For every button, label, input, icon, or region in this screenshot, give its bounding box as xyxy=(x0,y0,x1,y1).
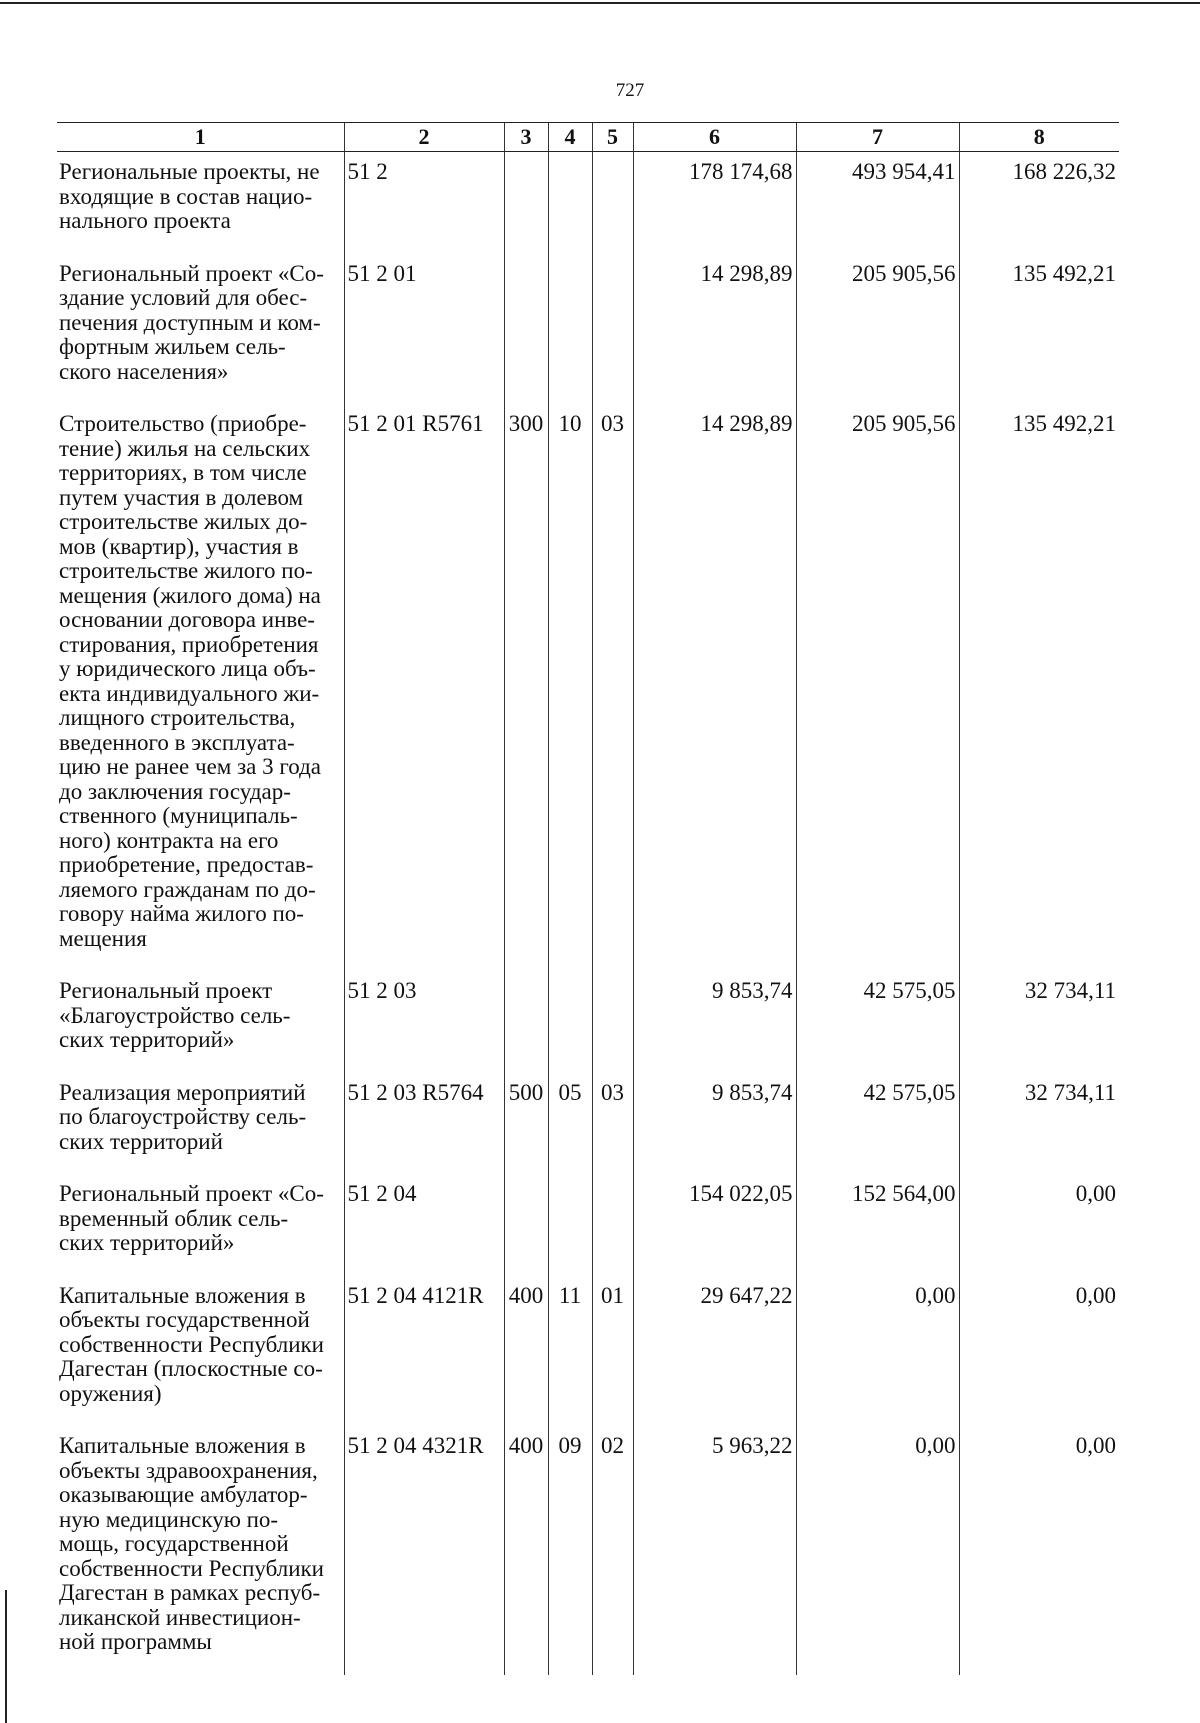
row-name-line: оружения) xyxy=(59,1380,162,1406)
row-name-line: ликанской инвестицион- xyxy=(59,1604,301,1630)
row-name-line: временный облик сель- xyxy=(59,1205,289,1231)
row-value-8: 0,00 xyxy=(959,1426,1119,1675)
row-name-line: Региональные проекты, не xyxy=(59,159,320,184)
row-value-6: 9 853,74 xyxy=(633,971,796,1073)
row-name-line: Капитальные вложения в xyxy=(59,1282,306,1308)
row-col3: 300 xyxy=(504,404,548,971)
row-col3 xyxy=(504,971,548,1073)
row-name xyxy=(57,254,344,405)
page-number: 727 xyxy=(615,80,645,101)
row-name-line: ского населения» xyxy=(59,358,229,384)
row-name-line: строительстве жилых до- xyxy=(59,509,308,534)
row-name-line: собственности Республики xyxy=(59,1331,324,1357)
row-value-6: 178 174,68 xyxy=(633,152,796,254)
column-header: 4 xyxy=(548,123,592,152)
row-name-line: Региональный проект «Со- xyxy=(59,1181,324,1206)
row-name-line: Капитальные вложения в xyxy=(59,1433,306,1458)
table-row xyxy=(57,1073,1119,1175)
table-row xyxy=(57,152,1119,254)
row-col4: 05 xyxy=(548,1073,592,1175)
row-code: 51 2 03 xyxy=(344,971,504,1073)
row-col5: 03 xyxy=(592,404,633,971)
row-name-line: ного) контракта на его xyxy=(59,827,279,853)
table-row xyxy=(57,1276,1119,1427)
row-value-6: 14 298,89 xyxy=(633,254,796,405)
row-name-line: по благоустройству сель- xyxy=(59,1104,307,1129)
row-value-6: 14 298,89 xyxy=(633,404,796,971)
row-col4: 10 xyxy=(548,404,592,971)
row-col4 xyxy=(548,1174,592,1276)
row-name-line: мощь, государственной xyxy=(59,1531,289,1556)
row-value-7: 205 905,56 xyxy=(796,254,959,405)
table-row xyxy=(57,254,1119,405)
row-name-line: введенного в эксплуата- xyxy=(59,729,295,755)
row-value-7: 42 575,05 xyxy=(796,1073,959,1175)
row-value-8: 135 492,21 xyxy=(959,254,1119,405)
top-rule xyxy=(0,2,1200,4)
row-col4 xyxy=(548,152,592,254)
row-value-7: 42 575,05 xyxy=(796,971,959,1073)
row-name-line: «Благоустройство сель- xyxy=(59,1002,291,1028)
budget-table xyxy=(57,122,1119,1675)
column-header: 5 xyxy=(592,123,633,152)
row-col4: 09 xyxy=(548,1426,592,1675)
row-name-line: ную медицинскую по- xyxy=(59,1506,279,1532)
row-col4: 11 xyxy=(548,1276,592,1427)
row-name-line: территориях, в том числе xyxy=(59,460,307,485)
row-code: 51 2 01 R5761 xyxy=(344,404,504,971)
row-name-line: ляемого гражданам по до- xyxy=(59,876,316,902)
row-col5 xyxy=(592,1174,633,1276)
row-name-line: Дагестан в рамках респуб- xyxy=(59,1580,321,1605)
row-col5 xyxy=(592,254,633,405)
row-name-line: основании договора инве- xyxy=(59,607,315,632)
row-name-line: лищного строительства, xyxy=(59,705,296,730)
row-value-6: 5 963,22 xyxy=(633,1426,796,1675)
row-name-line: ских территорий» xyxy=(59,1230,235,1255)
row-name-line: говору найма жилого по- xyxy=(59,901,304,926)
row-col4 xyxy=(548,254,592,405)
row-name-line: до заключения государ- xyxy=(59,778,291,804)
row-name-line: мещения (жилого дома) на xyxy=(59,582,321,608)
row-code: 51 2 03 R5764 xyxy=(344,1073,504,1175)
row-col5: 02 xyxy=(592,1426,633,1675)
row-name-line: приобретение, предостав- xyxy=(59,852,314,877)
row-code: 51 2 04 4121R xyxy=(344,1276,504,1427)
column-header: 7 xyxy=(796,123,959,152)
row-name-line: мещения xyxy=(59,925,147,951)
row-name-line: Реализация мероприятий xyxy=(59,1079,306,1105)
left-margin-rule xyxy=(5,1590,7,1723)
row-col5: 03 xyxy=(592,1073,633,1175)
column-header: 1 xyxy=(57,123,344,152)
column-header: 8 xyxy=(959,123,1119,152)
row-name-line: собственности Республики xyxy=(59,1555,324,1581)
row-name-line: Дагестан (плоскостные со- xyxy=(59,1356,323,1381)
row-code: 51 2 04 4321R xyxy=(344,1426,504,1675)
row-name xyxy=(57,1426,344,1675)
row-code: 51 2 xyxy=(344,152,504,254)
table-row xyxy=(57,1174,1119,1276)
row-col4 xyxy=(548,971,592,1073)
header-row xyxy=(57,123,1119,152)
row-name-line: екта индивидуального жи- xyxy=(59,680,320,706)
row-name-line: фортным жильем сель- xyxy=(59,334,286,359)
row-code: 51 2 04 xyxy=(344,1174,504,1276)
table-row xyxy=(57,1426,1119,1675)
row-name-line: ной программы xyxy=(59,1629,212,1654)
row-name xyxy=(57,1073,344,1175)
row-col5 xyxy=(592,971,633,1073)
row-value-7: 152 564,00 xyxy=(796,1174,959,1276)
row-col5 xyxy=(592,152,633,254)
row-name-line: мов (квартир), участия в xyxy=(59,533,299,559)
row-col5: 01 xyxy=(592,1276,633,1427)
row-col3 xyxy=(504,152,548,254)
row-value-6: 154 022,05 xyxy=(633,1174,796,1276)
row-name-line: тение) жилья на сельских xyxy=(59,435,311,461)
row-name xyxy=(57,404,344,971)
row-name-line: цию не ранее чем за 3 года xyxy=(59,754,321,779)
row-name xyxy=(57,1276,344,1427)
row-name-line: здание условий для обес- xyxy=(59,285,308,310)
row-name-line: Строительство (приобре- xyxy=(59,411,307,436)
table-row xyxy=(57,971,1119,1073)
row-value-7: 0,00 xyxy=(796,1426,959,1675)
row-value-8: 32 734,11 xyxy=(959,971,1119,1073)
row-value-6: 29 647,22 xyxy=(633,1276,796,1427)
row-col3 xyxy=(504,254,548,405)
row-value-7: 493 954,41 xyxy=(796,152,959,254)
row-value-8: 32 734,11 xyxy=(959,1073,1119,1175)
table-row xyxy=(57,404,1119,971)
row-code: 51 2 01 xyxy=(344,254,504,405)
row-name-line: объекты здравоохранения, xyxy=(59,1457,318,1483)
row-value-7: 0,00 xyxy=(796,1276,959,1427)
row-value-8: 135 492,21 xyxy=(959,404,1119,971)
row-name-line: строительстве жилого по- xyxy=(59,558,313,583)
row-name-line: Региональный проект «Со- xyxy=(59,260,324,286)
row-name-line: Региональный проект xyxy=(59,978,273,1003)
row-col3: 400 xyxy=(504,1276,548,1427)
row-value-7: 205 905,56 xyxy=(796,404,959,971)
row-name-line: входящие в состав нацио- xyxy=(59,183,313,209)
row-name xyxy=(57,971,344,1073)
row-col3: 500 xyxy=(504,1073,548,1175)
row-name-line: нального проекта xyxy=(59,208,231,233)
row-col3: 400 xyxy=(504,1426,548,1675)
row-name-line: ских территорий xyxy=(59,1128,223,1154)
row-value-6: 9 853,74 xyxy=(633,1073,796,1175)
row-name-line: путем участия в долевом xyxy=(59,484,304,510)
column-header: 6 xyxy=(633,123,796,152)
row-name-line: у юридического лица объ- xyxy=(59,656,316,681)
row-value-8: 0,00 xyxy=(959,1276,1119,1427)
row-name-line: печения доступным и ком- xyxy=(59,309,321,335)
column-header: 3 xyxy=(504,123,548,152)
row-name-line: ских территорий» xyxy=(59,1027,235,1052)
row-name-line: ственного (муниципаль- xyxy=(59,803,298,828)
row-value-8: 168 226,32 xyxy=(959,152,1119,254)
row-name xyxy=(57,152,344,254)
row-col3 xyxy=(504,1174,548,1276)
row-name-line: стирования, приобретения xyxy=(59,631,319,657)
row-name xyxy=(57,1174,344,1276)
row-name-line: объекты государственной xyxy=(59,1307,310,1332)
row-value-8: 0,00 xyxy=(959,1174,1119,1276)
row-name-line: оказывающие амбулатор- xyxy=(59,1482,308,1507)
column-header: 2 xyxy=(344,123,504,152)
table-body xyxy=(57,152,1119,1675)
